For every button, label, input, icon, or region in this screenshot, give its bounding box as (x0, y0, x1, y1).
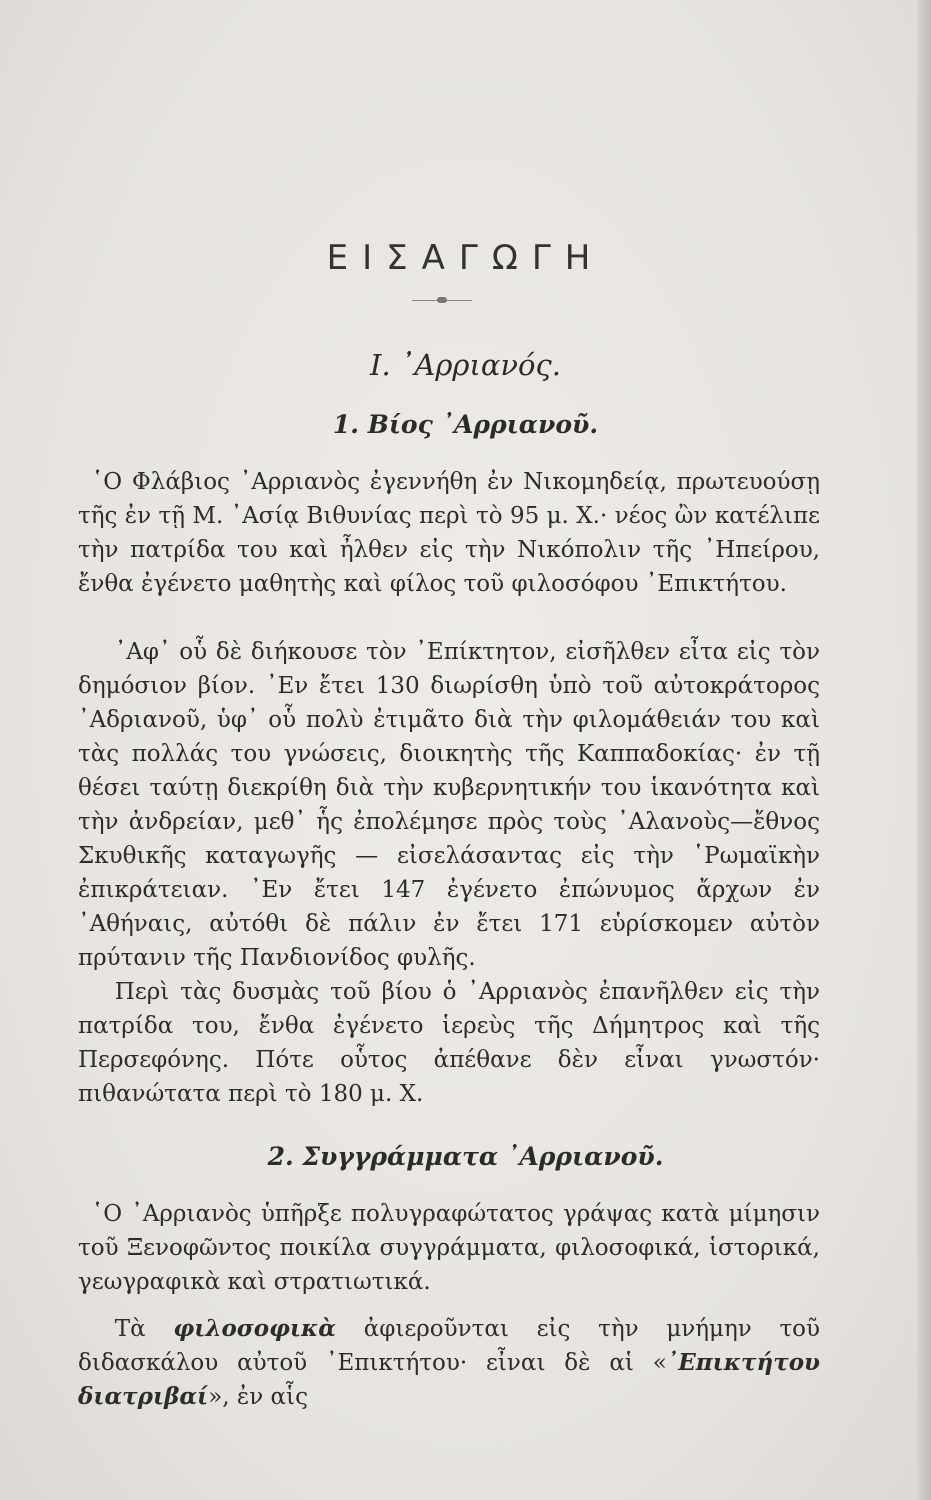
paragraph-text (78, 1312, 820, 1414)
chapter-heading: ΕΙΣΑΓΩΓΗ (326, 238, 605, 278)
page-spine-edge (917, 0, 931, 1500)
section-1-title: 1. Βίος ᾿Αρριανοῦ. (332, 410, 599, 439)
emphasis-epictetus-discourses: ᾿Επικτήτου διατριβαί (78, 1349, 820, 1410)
section-1-paragraph-2 (78, 635, 820, 975)
text-run: ἀφιεροῦνται εἰς τὴν μνήμην τοῦ διδασκάλου αὐτοῦ ᾿Επικτήτου· εἶναι δὲ αἱ « (78, 1316, 821, 1376)
section-1-paragraph-3 (78, 975, 820, 1111)
ornamental-rule-dot (437, 297, 447, 303)
paragraph-text: ῾Ο Φλάβιος ᾿Αρριανὸς ἐγεννήθη ἐν Νικομηδείᾳ, πρωτευούσῃ τῆς ἐν τῇ Μ. ᾿Ασίᾳ Βιθυνίας περὶ τὸ 95 μ. Χ.· νέος ὢν κατέλιπε τὴν πατρίδα του καὶ ἦλθεν εἰς τὴν Νικόπολιν τῆς ᾿Ηπείρου, ἔνθα ἐγένετο μαθητὴς καὶ φίλος τοῦ φιλοσόφου ᾿Επικτήτου. (78, 469, 820, 597)
section-1-paragraph-1 (78, 465, 820, 601)
emphasis-philosophical: φιλοσοφικὰ (173, 1315, 336, 1342)
paragraph-text: ῾Ο ᾿Αρριανὸς ὑπῆρξε πολυγραφώτατος γράψας κατὰ μίμησιν τοῦ Ξενοφῶντος ποικίλα συγγράμματα, φιλοσοφικά, ἱστορικά, γεωγραφικὰ καὶ στρατιωτικά. (78, 1201, 820, 1295)
text-run: Τὰ (114, 1316, 146, 1342)
section-2-paragraph-1 (78, 1197, 820, 1299)
paragraph-text: ᾿Αφ᾿ οὗ δὲ διήκουσε τὸν ᾿Επίκτητον, εἰσῆλθεν εἶτα εἰς τὸν δημόσιον βίον. ᾿Εν ἔτει 130 διωρίσθη ὑπὸ τοῦ αὐτοκράτορος ᾿Αδριανοῦ, ὑφ᾿ οὗ πολὺ ἐτιμᾶτο διὰ τὴν φιλομάθειάν του καὶ τὰς πολλάς του γνώσεις, διοικητὴς τῆς Καππαδοκίας· ἐν τῇ θέσει ταύτῃ διεκρίθη διὰ τὴν κυβερνητικήν του ἱκανότητα καὶ τὴν ἀνδρείαν, μεθ᾿ ἧς ἐπολέμησε πρὸς τοὺς ᾿Αλανοὺς—ἔθνος Σκυθικῆς καταγωγῆς — εἰσελάσαντας εἰς τὴν ῾Ρωμαϊκὴν ἐπικράτειαν. ᾿Εν ἔτει 147 ἐγένετο ἐπώνυμος ἄρχων ἐν ᾿Αθήναις, αὐτόθι δὲ πάλιν ἐν ἔτει 171 εὑρίσκομεν αὐτὸν πρύτανιν τῆς Πανδιονίδος φυλῆς. (78, 639, 820, 971)
text-run: », ἐν αἷς (208, 1384, 308, 1410)
section-2-title: 2. Συγγράμματα ᾿Αρριανοῦ. (267, 1142, 664, 1171)
paragraph-text: Περὶ τὰς δυσμὰς τοῦ βίου ὁ ᾿Αρριανὸς ἐπανῆλθεν εἰς τὴν πατρίδα του, ἔνθα ἐγένετο ἱερεὺς τῆς Δήμητρος καὶ τῆς Περσεφόνης. Πότε οὗτος ἀπέθανε δὲν εἶναι γνωστόν· πιθανώτατα περὶ τὸ 180 μ. Χ. (78, 979, 820, 1107)
part-title: I. ᾿Αρριανός. (370, 348, 561, 382)
section-2-paragraph-2 (78, 1312, 820, 1414)
